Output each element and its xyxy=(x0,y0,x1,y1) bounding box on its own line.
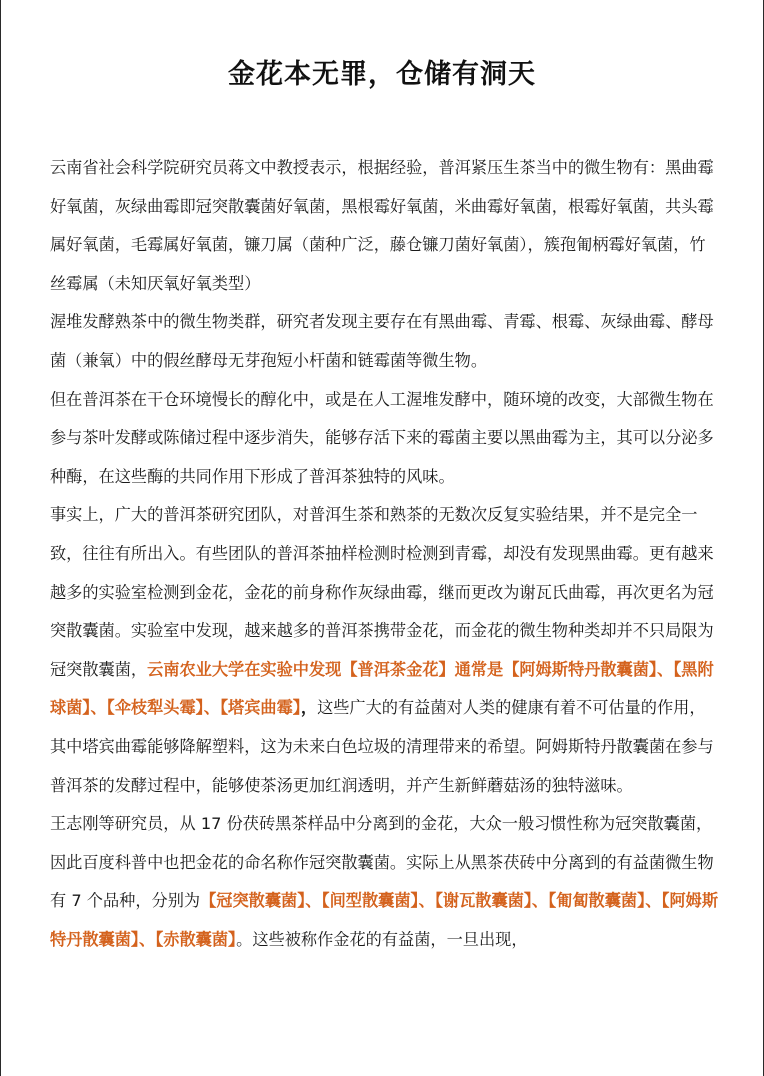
paragraph xyxy=(50,805,720,959)
page-title: 金花本无罪，仓储有洞天 xyxy=(228,59,536,90)
paragraph xyxy=(50,381,720,497)
article-body xyxy=(50,149,720,959)
paragraph xyxy=(50,303,720,380)
paragraph-text: 王志刚等研究员，从 17 份茯砖黑茶样品中分离到的金花，大众一般习惯性称为冠突散囊菌，因此百度科普中也把金花的命名称作冠突散囊菌。实际上从黑茶茯砖中分离到的有益菌微生物有 7 个品种，分别为 xyxy=(50,814,714,911)
paragraph-text: 事实上，广大的普洱茶研究团队，对普洱生茶和熟茶的无数次反复实验结果，并不是完全一致，往往有所出入。有些团队的普洱茶抽样检测时检测到青霉，却没有发现黑曲霉。更有越来越多的实验室检测到金花，金花的前身称作灰绿曲霉，继而更改为谢瓦氏曲霉，再次更名为冠突散囊菌。实验室中发现，越来越多的普洱茶携带金花，而金花的微生物种类却并不只局限为冠突散囊菌， xyxy=(50,505,714,679)
highlighted-text: 【冠突散囊菌】、【间型散囊菌】、【谢瓦散囊菌】、【匍匐散囊菌】、【阿姆斯特丹散囊菌】、【赤散囊菌】 xyxy=(50,891,719,949)
paragraph-text: 。这些被称作金花的有益菌，一旦出现， xyxy=(236,929,528,949)
paragraph-text: 但在普洱茶在干仓环境慢长的醇化中，或是在人工渥堆发酵中，随环境的改变，大部微生物在参与茶叶发酵或陈储过程中逐步消失，能够存活下来的霉菌主要以黑曲霉为主，其可以分泌多种酶，在这些酶的共同作用下形成了普洱茶独特的风味。 xyxy=(50,389,714,486)
highlighted-text: 云南农业大学在实验中发现【普洱茶金花】通常是【阿姆斯特丹散囊菌】、【黑附球菌】、【伞枝犁头霉】、【塔宾曲霉】 xyxy=(50,659,714,718)
paragraph-text: 云南省社会科学院研究员蒋文中教授表示，根据经验，普洱紧压生茶当中的微生物有：黑曲霉好氧菌，灰绿曲霉即冠突散囊菌好氧菌，黑根霉好氧菌，米曲霉好氧菌，根霉好氧菌，共头霉属好氧菌，毛霉属好氧菌，镰刀属（菌种广泛，藤仓镰刀菌好氧菌），簇孢匍柄霉好氧菌，竹丝霉属（未知厌氧好氧类型） xyxy=(50,158,714,293)
paragraph-text: ， xyxy=(300,698,318,718)
paragraph xyxy=(50,496,720,805)
paragraph xyxy=(50,149,720,303)
paragraph-text: 渥堆发酵熟茶中的微生物类群，研究者发现主要存在有黑曲霉、青霉、根霉、灰绿曲霉、酵母菌（兼氧）中的假丝酵母无芽孢短小杆菌和链霉菌等微生物。 xyxy=(50,312,714,370)
paragraph-text: 这些广大的有益菌对人类的健康有着不可估量的作用，其中塔宾曲霉能够降解塑料，这为未来白色垃圾的清理带来的希望。阿姆斯特丹散囊菌在参与普洱茶的发酵过程中，能够使茶汤更加红润透明，并产生新鲜蘑菇汤的独特滋味。 xyxy=(50,698,714,795)
